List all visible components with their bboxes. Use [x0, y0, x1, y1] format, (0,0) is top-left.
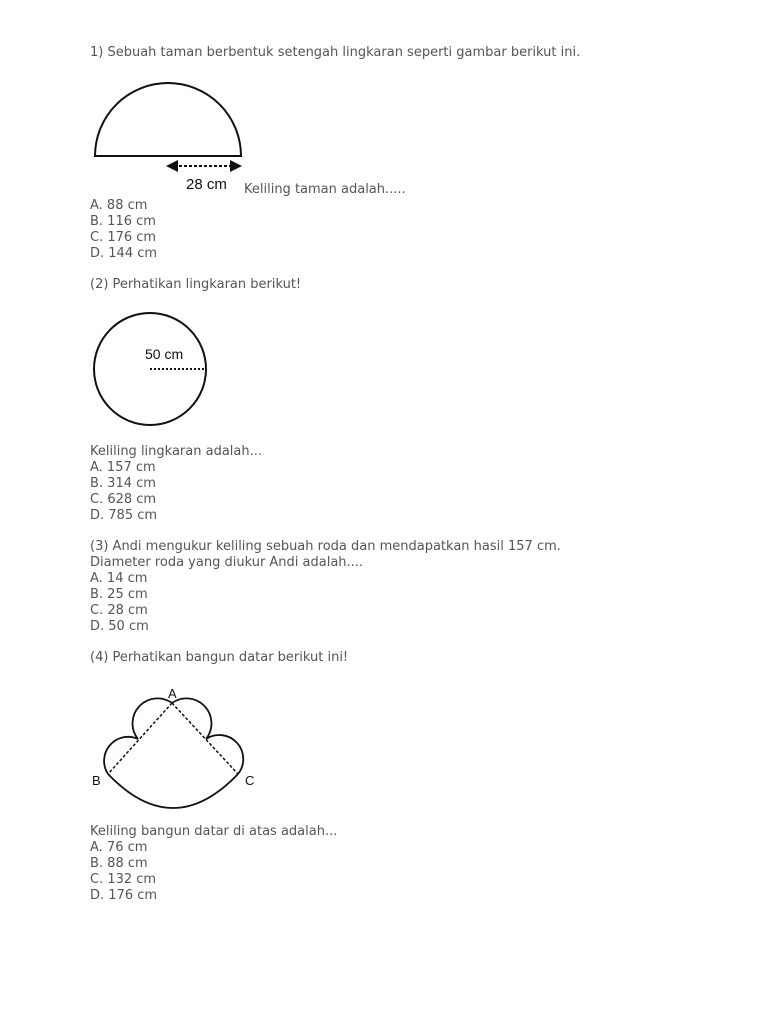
vertex-label-c: C — [245, 773, 255, 788]
semicircle-figure — [88, 76, 256, 194]
question-1-option-d: D. 144 cm — [90, 246, 158, 261]
vertex-label-a: A — [168, 686, 177, 701]
question-1-option-b: B. 116 cm — [90, 214, 156, 229]
question-1-prompt: Keliling taman adalah..... — [244, 182, 406, 197]
question-3-option-c: C. 28 cm — [90, 603, 148, 618]
question-4-option-a: A. 76 cm — [90, 840, 148, 855]
question-4-prompt: Keliling bangun datar di atas adalah... — [90, 824, 338, 839]
side-ac-dashed — [172, 703, 238, 774]
semicircle-measure-label: 28 cm — [186, 176, 227, 193]
bottom-arc — [108, 774, 238, 808]
question-3-option-d: D. 50 cm — [90, 619, 149, 634]
question-3-option-b: B. 25 cm — [90, 587, 148, 602]
question-2-prompt: Keliling lingkaran adalah... — [90, 444, 263, 459]
circle-figure — [88, 306, 214, 432]
arrowhead-right — [230, 160, 242, 172]
question-4-text: (4) Perhatikan bangun datar berikut ini! — [90, 650, 349, 665]
circle-measure-label: 50 cm — [145, 346, 184, 362]
question-1-option-c: C. 176 cm — [90, 230, 157, 245]
question-4-option-c: C. 132 cm — [90, 872, 157, 887]
composite-shape-figure — [88, 682, 268, 814]
question-4-option-b: B. 88 cm — [90, 856, 148, 871]
question-2-option-a: A. 157 cm — [90, 460, 156, 475]
question-3-option-a: A. 14 cm — [90, 571, 148, 586]
semicircle-shape — [95, 83, 241, 156]
question-2-text: (2) Perhatikan lingkaran berikut! — [90, 277, 302, 292]
left-arcs — [104, 698, 172, 774]
question-2-option-c: C. 628 cm — [90, 492, 157, 507]
question-1-text: 1) Sebuah taman berbentuk setengah lingkaran seperti gambar berikut ini. — [90, 45, 581, 60]
right-arcs — [172, 698, 243, 774]
question-3-text-line2: Diameter roda yang diukur Andi adalah.... — [90, 555, 364, 570]
arrowhead-left — [166, 160, 178, 172]
question-4-option-d: D. 176 cm — [90, 888, 158, 903]
question-2-option-d: D. 785 cm — [90, 508, 158, 523]
question-3-text-line1: (3) Andi mengukur keliling sebuah roda dan mendapatkan hasil 157 cm. — [90, 539, 561, 554]
question-2-option-b: B. 314 cm — [90, 476, 156, 491]
question-1-option-a: A. 88 cm — [90, 198, 148, 213]
vertex-label-b: B — [92, 773, 101, 788]
